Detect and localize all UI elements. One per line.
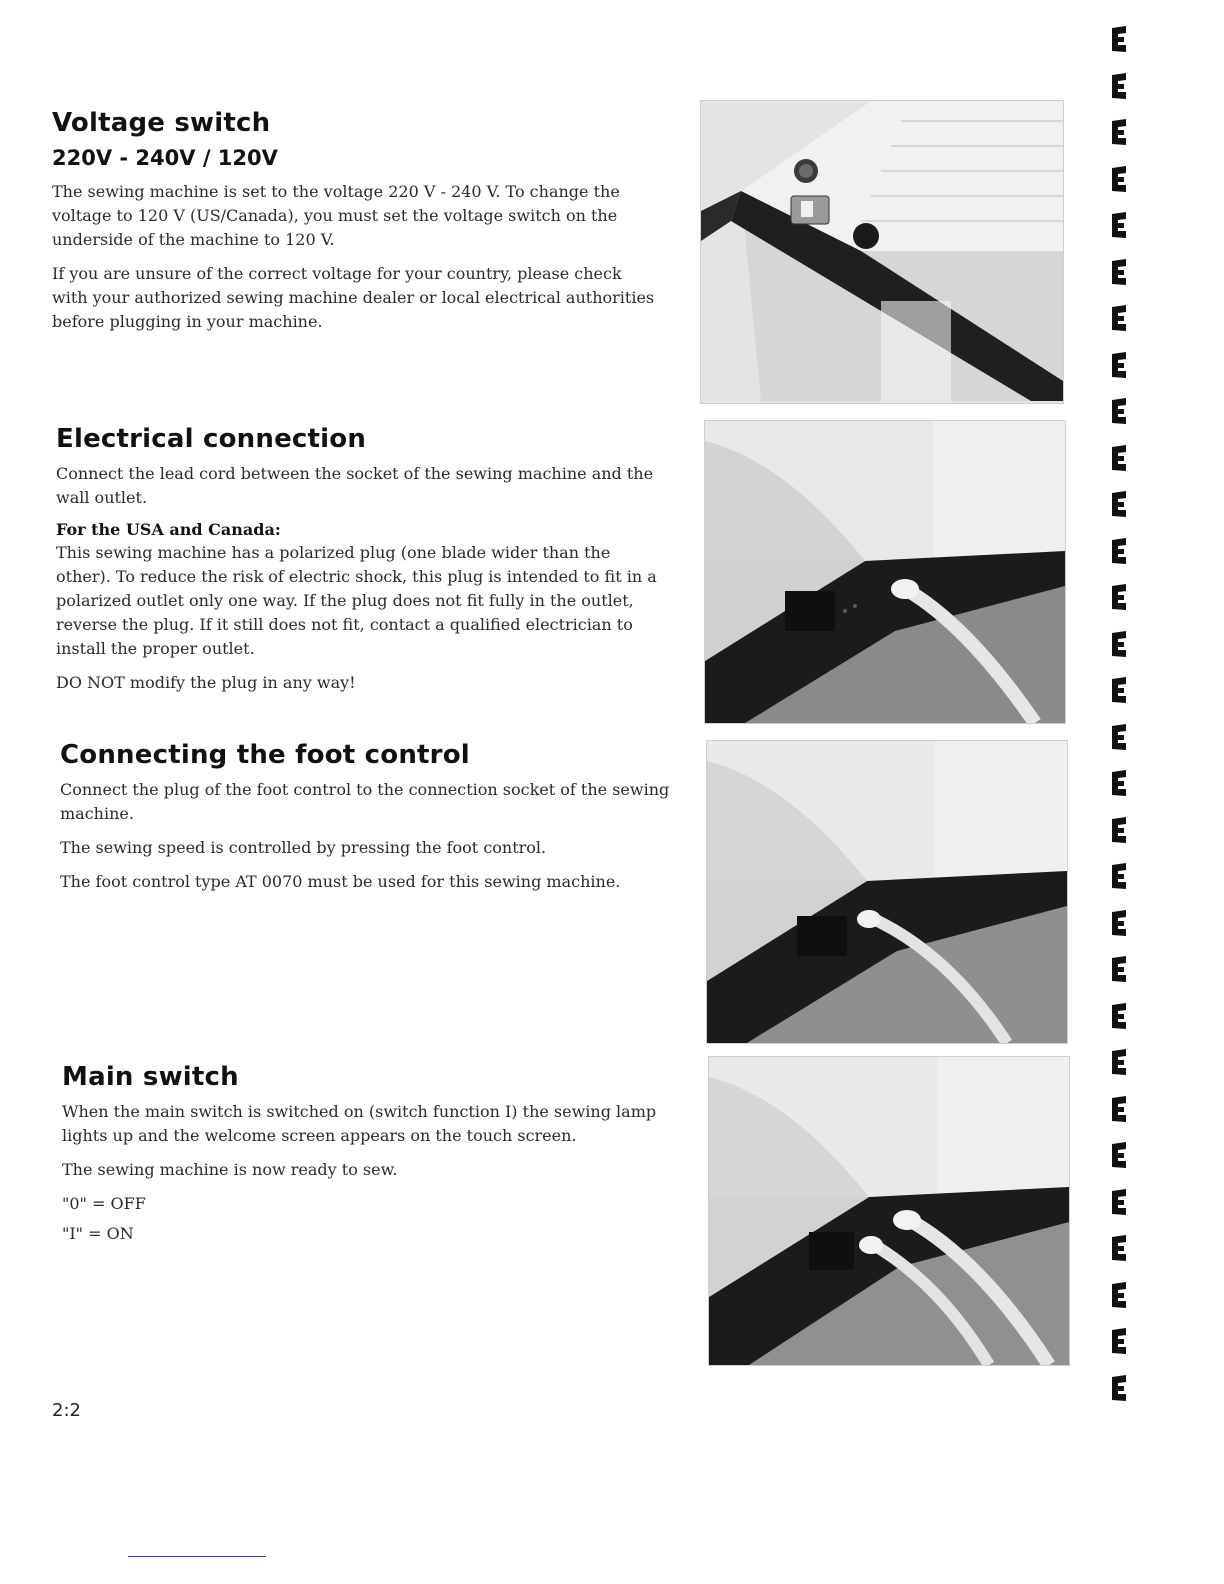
binding-tab bbox=[1108, 24, 1130, 54]
foot-control-section bbox=[60, 740, 670, 904]
electrical-paragraph-2: This sewing machine has a polarized plug (one blade wider than the other). To reduce the risk of electric shock, this plug is intended to fit in a polarized outlet only one way. If the plug does not fit fully in the outlet, reverse the plug. If it still does not fit, contact a qualified electrician to install the proper outlet. bbox=[56, 543, 657, 658]
main-switch-title: Main switch bbox=[62, 1062, 239, 1092]
main-off-line: "0" = OFF bbox=[62, 1194, 146, 1213]
main-paragraph-2: The sewing machine is now ready to sew. bbox=[62, 1160, 398, 1179]
binding-tab bbox=[1108, 536, 1130, 566]
binding-tab bbox=[1108, 117, 1130, 147]
main-on-line: "I" = ON bbox=[62, 1224, 134, 1243]
binding-tab bbox=[1108, 675, 1130, 705]
voltage-switch-photo bbox=[700, 100, 1064, 404]
binding-tab bbox=[1108, 71, 1130, 101]
binding-tab bbox=[1108, 908, 1130, 938]
binding-tab bbox=[1108, 1373, 1130, 1403]
binding-tab-strip bbox=[1104, 20, 1134, 1420]
binding-tab bbox=[1108, 722, 1130, 752]
binding-tab bbox=[1108, 489, 1130, 519]
electrical-connection-photo bbox=[704, 420, 1066, 724]
binding-tab bbox=[1108, 1047, 1130, 1077]
electrical-connection-title: Electrical connection bbox=[56, 424, 367, 454]
binding-tab bbox=[1108, 396, 1130, 426]
electrical-paragraph-3: DO NOT modify the plug in any way! bbox=[56, 673, 356, 692]
binding-tab bbox=[1108, 303, 1130, 333]
binding-tab bbox=[1108, 164, 1130, 194]
foot-paragraph-2: The sewing speed is controlled by pressing the foot control. bbox=[60, 838, 547, 857]
binding-tab bbox=[1108, 1140, 1130, 1170]
voltage-switch-section bbox=[52, 108, 662, 344]
usa-canada-subheading: For the USA and Canada: bbox=[56, 520, 281, 539]
foot-control-photo bbox=[706, 740, 1068, 1044]
binding-tab bbox=[1108, 815, 1130, 845]
binding-tab bbox=[1108, 582, 1130, 612]
binding-tab bbox=[1108, 210, 1130, 240]
voltage-switch-subtitle: 220V - 240V / 120V bbox=[52, 146, 278, 170]
binding-tab bbox=[1108, 629, 1130, 659]
electrical-paragraph-1: Connect the lead cord between the socket of the sewing machine and the wall outlet. bbox=[56, 464, 654, 507]
binding-tab bbox=[1108, 443, 1130, 473]
foot-paragraph-1: Connect the plug of the foot control to the connection socket of the sewing machine. bbox=[60, 780, 670, 823]
foot-paragraph-3: The foot control type AT 0070 must be used for this sewing machine. bbox=[60, 872, 621, 891]
voltage-paragraph-2: If you are unsure of the correct voltage for your country, please check with your authorized sewing machine dealer or local electrical authorities before plugging in your machine. bbox=[52, 264, 655, 331]
main-paragraph-1: When the main switch is switched on (switch function I) the sewing lamp lights up and the welcome screen appears on the touch screen. bbox=[62, 1102, 657, 1145]
main-switch-photo bbox=[708, 1056, 1070, 1366]
binding-tab bbox=[1108, 1280, 1130, 1310]
voltage-paragraph-1: The sewing machine is set to the voltage 220 V - 240 V. To change the voltage to 120 V (US/Canada), you must set the voltage switch on the underside of the machine to 120 V. bbox=[52, 182, 620, 249]
binding-tab bbox=[1108, 861, 1130, 891]
binding-tab bbox=[1108, 1094, 1130, 1124]
page-number: 2:2 bbox=[52, 1400, 81, 1421]
binding-tab bbox=[1108, 954, 1130, 984]
binding-tab bbox=[1108, 1233, 1130, 1263]
binding-tab bbox=[1108, 1187, 1130, 1217]
footer-rule bbox=[128, 1556, 266, 1557]
binding-tab bbox=[1108, 1326, 1130, 1356]
voltage-switch-title: Voltage switch bbox=[52, 108, 271, 138]
binding-tab bbox=[1108, 1001, 1130, 1031]
foot-control-title: Connecting the foot control bbox=[60, 740, 470, 770]
binding-tab bbox=[1108, 768, 1130, 798]
main-switch-section bbox=[62, 1062, 672, 1256]
electrical-connection-section bbox=[56, 424, 666, 705]
binding-tab bbox=[1108, 257, 1130, 287]
binding-tab bbox=[1108, 350, 1130, 380]
